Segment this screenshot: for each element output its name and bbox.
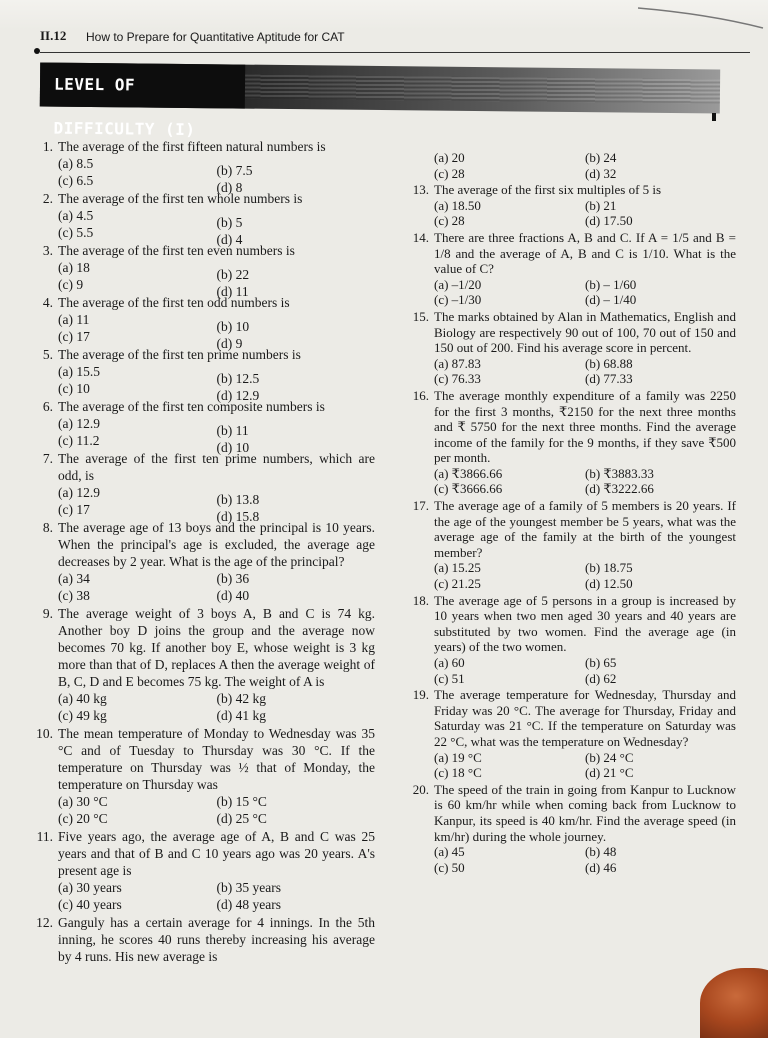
answer-option: (d) 8	[216, 180, 243, 195]
question-block	[30, 346, 375, 403]
answer-option: (b) 24 °C	[585, 749, 634, 765]
answer-option: (c) 40 years	[58, 897, 122, 912]
options-grid	[30, 311, 375, 351]
answer-option: (b) 35 years	[216, 880, 281, 895]
answer-option: (a) 8.5	[58, 156, 94, 171]
question-text: The average age of 13 boys and the principal is 10 years. When the principal's age is excluded, the average age decreases by 2 year. What is the age of the principal?	[58, 520, 375, 569]
answer-option: (a) 60	[434, 655, 465, 670]
answer-option: (c) 51	[434, 670, 465, 686]
question-number: 16.	[412, 387, 429, 403]
answer-option: (b) 48	[585, 844, 617, 860]
answer-option: (b) 15 °C	[216, 794, 267, 809]
banner-stripes	[245, 75, 720, 104]
answer-option: (d) 10	[216, 440, 250, 455]
answer-option: (d) 32	[585, 165, 617, 181]
options-grid	[30, 363, 375, 403]
question-block	[30, 398, 375, 455]
question-line	[406, 593, 736, 655]
question-block	[30, 294, 375, 351]
question-text: The speed of the train in going from Kanpur to Lucknow is 60 km/hr while when coming back from Lucknow to Kanpur, its speed is 40 km/hr. Find the average speed (in km/hr) during the whole journey.	[434, 781, 736, 844]
question-block	[406, 498, 736, 592]
answer-option: (c) 20 °C	[58, 811, 108, 826]
question-block	[406, 782, 736, 876]
options-grid	[406, 198, 736, 229]
left-column	[30, 138, 375, 966]
answer-option: (c) 5.5	[58, 225, 94, 240]
options-grid	[30, 259, 375, 299]
answer-option: (b) 12.5	[216, 371, 260, 386]
question-number: 19.	[412, 687, 429, 703]
answer-option: (a) 45	[434, 844, 465, 860]
page-header	[34, 26, 754, 54]
question-text: Five years ago, the average age of A, B and C was 25 years and that of B and C 10 years ago was 20 years. A's present age is	[58, 829, 375, 878]
question-text: The marks obtained by Alan in Mathematics, English and Biology are respectively 90 out of 100, 70 out of 150 and 150 out of 200. Find his average score in percent.	[434, 308, 736, 356]
answer-option: (b) 36	[216, 571, 250, 586]
answer-option: (b) 18.75	[585, 560, 633, 576]
question-block	[406, 309, 736, 387]
question-number: 11.	[36, 829, 53, 844]
answer-option: (c) 28	[434, 165, 465, 181]
question-line	[406, 182, 736, 198]
question-block	[30, 242, 375, 299]
header-bullet	[34, 48, 40, 54]
answer-option: (d) 4	[216, 232, 243, 247]
answer-option: (d) 21 °C	[585, 765, 634, 781]
answer-option: (c) 21.25	[434, 576, 481, 592]
question-text: The average of the first ten prime numbers is	[58, 347, 301, 362]
question-line	[30, 294, 375, 311]
question-number: 8.	[42, 520, 53, 535]
answer-option: (b) 21	[585, 197, 617, 213]
question-block	[30, 828, 375, 913]
question-block	[30, 725, 375, 827]
answer-option: (b) 10	[216, 319, 250, 334]
answer-option: (d) 62	[585, 670, 617, 686]
question-text: The average monthly expenditure of a family was 2250 for the first 3 months, ₹2150 for the next three months and ₹ 5750 for the next three months. Find the average income of the family for the 9 months, if they save ₹500 per month.	[434, 387, 736, 466]
options-grid	[30, 415, 375, 455]
question-line	[30, 605, 375, 690]
answer-option: (b) 65	[585, 655, 617, 670]
answer-option: (d) 9	[216, 336, 243, 351]
header-rule	[40, 52, 750, 53]
question-text: The average of the first ten composite numbers is	[58, 399, 325, 414]
answer-option: (d) 17.50	[585, 213, 633, 229]
question-line	[30, 190, 375, 207]
question-number: 18.	[412, 592, 429, 608]
question-block	[406, 388, 736, 497]
question-line	[30, 828, 375, 879]
answer-option: (a) 4.5	[58, 208, 94, 223]
question-line	[30, 450, 375, 484]
right-column	[406, 150, 736, 876]
question-block	[406, 687, 736, 781]
options-grid	[406, 655, 736, 686]
answer-option: (b) ₹3883.33	[585, 465, 654, 481]
question-number: 3.	[42, 243, 53, 258]
answer-option: (c) 38	[58, 588, 90, 603]
question-text: The average of the first ten prime numbers, which are odd, is	[58, 451, 375, 483]
question-line	[406, 309, 736, 356]
options-grid	[406, 277, 736, 308]
options-grid	[406, 466, 736, 497]
question-line	[30, 138, 375, 155]
question-number: 6.	[42, 399, 53, 414]
answer-option: (d) 40	[216, 588, 250, 603]
question-line	[406, 230, 736, 277]
question-line	[30, 914, 375, 965]
options-grid	[30, 570, 375, 604]
answer-option: (a) 19 °C	[434, 749, 482, 765]
question-text: The average of the first fifteen natural numbers is	[58, 139, 326, 154]
answer-option: (c) 76.33	[434, 371, 481, 387]
answer-option: (d) 48 years	[216, 897, 281, 912]
options-grid	[406, 356, 736, 387]
question-line	[30, 346, 375, 363]
answer-option: (b) 5	[216, 215, 243, 230]
banner-tail	[712, 113, 716, 121]
question-line	[406, 687, 736, 749]
answer-option: (a) 15.25	[434, 560, 481, 576]
level-banner	[40, 62, 720, 140]
answer-option: (a) 34	[58, 571, 90, 586]
answer-option: (c) 10	[58, 381, 90, 396]
answer-option: (d) 12.9	[216, 388, 260, 403]
question-number: 20.	[412, 781, 429, 797]
options-grid	[30, 690, 375, 724]
answer-option: (b) 24	[585, 150, 617, 165]
options-grid	[30, 793, 375, 827]
options-grid	[406, 844, 736, 875]
answer-option: (d) 41 kg	[216, 708, 266, 723]
answer-option: (a) –1/20	[434, 276, 482, 292]
question-text: The average temperature for Wednesday, Thursday and Friday was 20 °C. The average for Thursday, Friday and Saturday was 21 °C. If the temperature on Saturday was 22 °C, what was the temperature on Wednesday?	[434, 687, 736, 749]
answer-option: (b) 42 kg	[216, 691, 266, 706]
question-number: 4.	[42, 295, 53, 310]
question-line	[406, 388, 736, 466]
question-number: 12.	[36, 915, 53, 930]
answer-option: (c) 17	[58, 329, 90, 344]
question-block	[30, 605, 375, 724]
answer-option: (c) 28	[434, 213, 465, 229]
answer-option: (d) ₹3222.66	[585, 481, 654, 497]
question-number: 5.	[42, 347, 53, 362]
answer-option: (a) 20	[434, 150, 465, 165]
question-text: The average weight of 3 boys A, B and C is 74 kg. Another boy D joins the group and the average now becomes 70 kg. If another boy E, whose weight is 3 kg more than that of D, replaces A then the average weight of B, C, D and E becomes 75 kg. The weight of A is	[58, 606, 375, 689]
question-text: The average of the first ten whole numbers is	[58, 191, 303, 206]
question-text: The mean temperature of Monday to Wednesday was 35 °C and of Tuesday to Thursday was 30 °C. If the temperature on Thursday was ½ that of Monday, the temperature on Thursday was	[58, 726, 375, 792]
question-block	[406, 230, 736, 308]
question-text: The average of the first six multiples of 5 is	[434, 182, 662, 198]
answer-option: (c) –1/30	[434, 292, 482, 308]
question-block	[406, 182, 736, 229]
answer-option: (d) 12.50	[585, 576, 633, 592]
answer-option: (d) – 1/40	[585, 292, 637, 308]
question-number: 14.	[412, 229, 429, 245]
answer-option: (a) 18.50	[434, 197, 481, 213]
thumb	[700, 968, 768, 1038]
options-grid	[406, 560, 736, 591]
question-line	[406, 498, 736, 560]
answer-option: (a) ₹3866.66	[434, 465, 503, 481]
question-block	[30, 914, 375, 965]
answer-option: (c) ₹3666.66	[434, 481, 503, 497]
question-block	[406, 593, 736, 687]
answer-option: (b) 11	[216, 423, 249, 438]
question-number: 9.	[42, 606, 53, 621]
answer-option: (b) 22	[216, 267, 250, 282]
question-line	[30, 398, 375, 415]
question-text: The average age of 5 persons in a group is increased by 10 years when two men aged 30 years and 40 years are substituted by two women. Find the average age (in years) of the two women.	[434, 592, 736, 655]
question-number: 2.	[42, 191, 53, 206]
options-grid	[30, 879, 375, 913]
answer-option: (d) 77.33	[585, 371, 633, 387]
answer-option: (d) 11	[216, 284, 249, 299]
options-grid	[30, 207, 375, 247]
options-grid	[406, 150, 736, 181]
answer-option: (d) 46	[585, 859, 617, 875]
options-grid	[30, 484, 375, 524]
question-block	[406, 150, 736, 181]
question-block	[30, 138, 375, 195]
question-text: Ganguly has a certain average for 4 innings. In the 5th inning, he scores 40 runs thereby increasing his average by 4 runs. His new average is	[58, 915, 375, 964]
answer-option: (a) 40 kg	[58, 691, 107, 706]
question-text: The average of the first ten odd numbers is	[58, 295, 290, 310]
question-number: 17.	[412, 498, 429, 514]
page-number: II.12	[40, 28, 67, 43]
answer-option: (a) 30 °C	[58, 794, 108, 809]
options-grid	[30, 155, 375, 195]
answer-option: (a) 18	[58, 260, 90, 275]
question-number: 10.	[36, 726, 53, 741]
question-line	[30, 725, 375, 793]
answer-option: (a) 12.9	[58, 485, 100, 500]
answer-option: (c) 17	[58, 502, 90, 517]
answer-option: (a) 30 years	[58, 880, 122, 895]
answer-option: (d) 25 °C	[216, 811, 267, 826]
question-number: 1.	[42, 139, 53, 154]
answer-option: (c) 50	[434, 859, 465, 875]
book-title: How to Prepare for Quantitative Aptitude for CAT	[86, 30, 345, 44]
answer-option: (a) 11	[58, 312, 90, 327]
answer-option: (c) 9	[58, 277, 84, 292]
question-line	[30, 519, 375, 570]
answer-option: (b) 13.8	[216, 492, 260, 507]
question-text: The average of the first ten even numbers is	[58, 243, 295, 258]
level-title: LEVEL OF DIFFICULTY (I)	[40, 62, 245, 108]
answer-option: (a) 87.83	[434, 355, 481, 371]
answer-option: (c) 6.5	[58, 173, 94, 188]
question-line	[30, 242, 375, 259]
options-grid	[406, 750, 736, 781]
question-number: 13.	[412, 182, 429, 198]
answer-option: (a) 15.5	[58, 364, 100, 379]
answer-option: (c) 49 kg	[58, 708, 107, 723]
question-block	[30, 190, 375, 247]
question-text: The average age of a family of 5 members is 20 years. If the age of the youngest member be 5 years, what was the average age of the family at the birth of the youngest member?	[434, 498, 736, 560]
question-block	[30, 450, 375, 524]
answer-option: (d) 15.8	[216, 509, 260, 524]
answer-option: (b) 68.88	[585, 355, 633, 371]
answer-option: (b) 7.5	[216, 163, 253, 178]
answer-option: (c) 11.2	[58, 433, 100, 448]
question-block	[30, 519, 375, 604]
question-number: 15.	[412, 308, 429, 324]
question-text: There are three fractions A, B and C. If A = 1/5 and B = 1/8 and the average of A, B and C is 1/10. What is the value of C?	[434, 229, 736, 277]
answer-option: (b) – 1/60	[585, 276, 637, 292]
answer-option: (a) 12.9	[58, 416, 100, 431]
question-line	[406, 782, 736, 844]
answer-option: (c) 18 °C	[434, 765, 482, 781]
question-number: 7.	[42, 451, 53, 466]
